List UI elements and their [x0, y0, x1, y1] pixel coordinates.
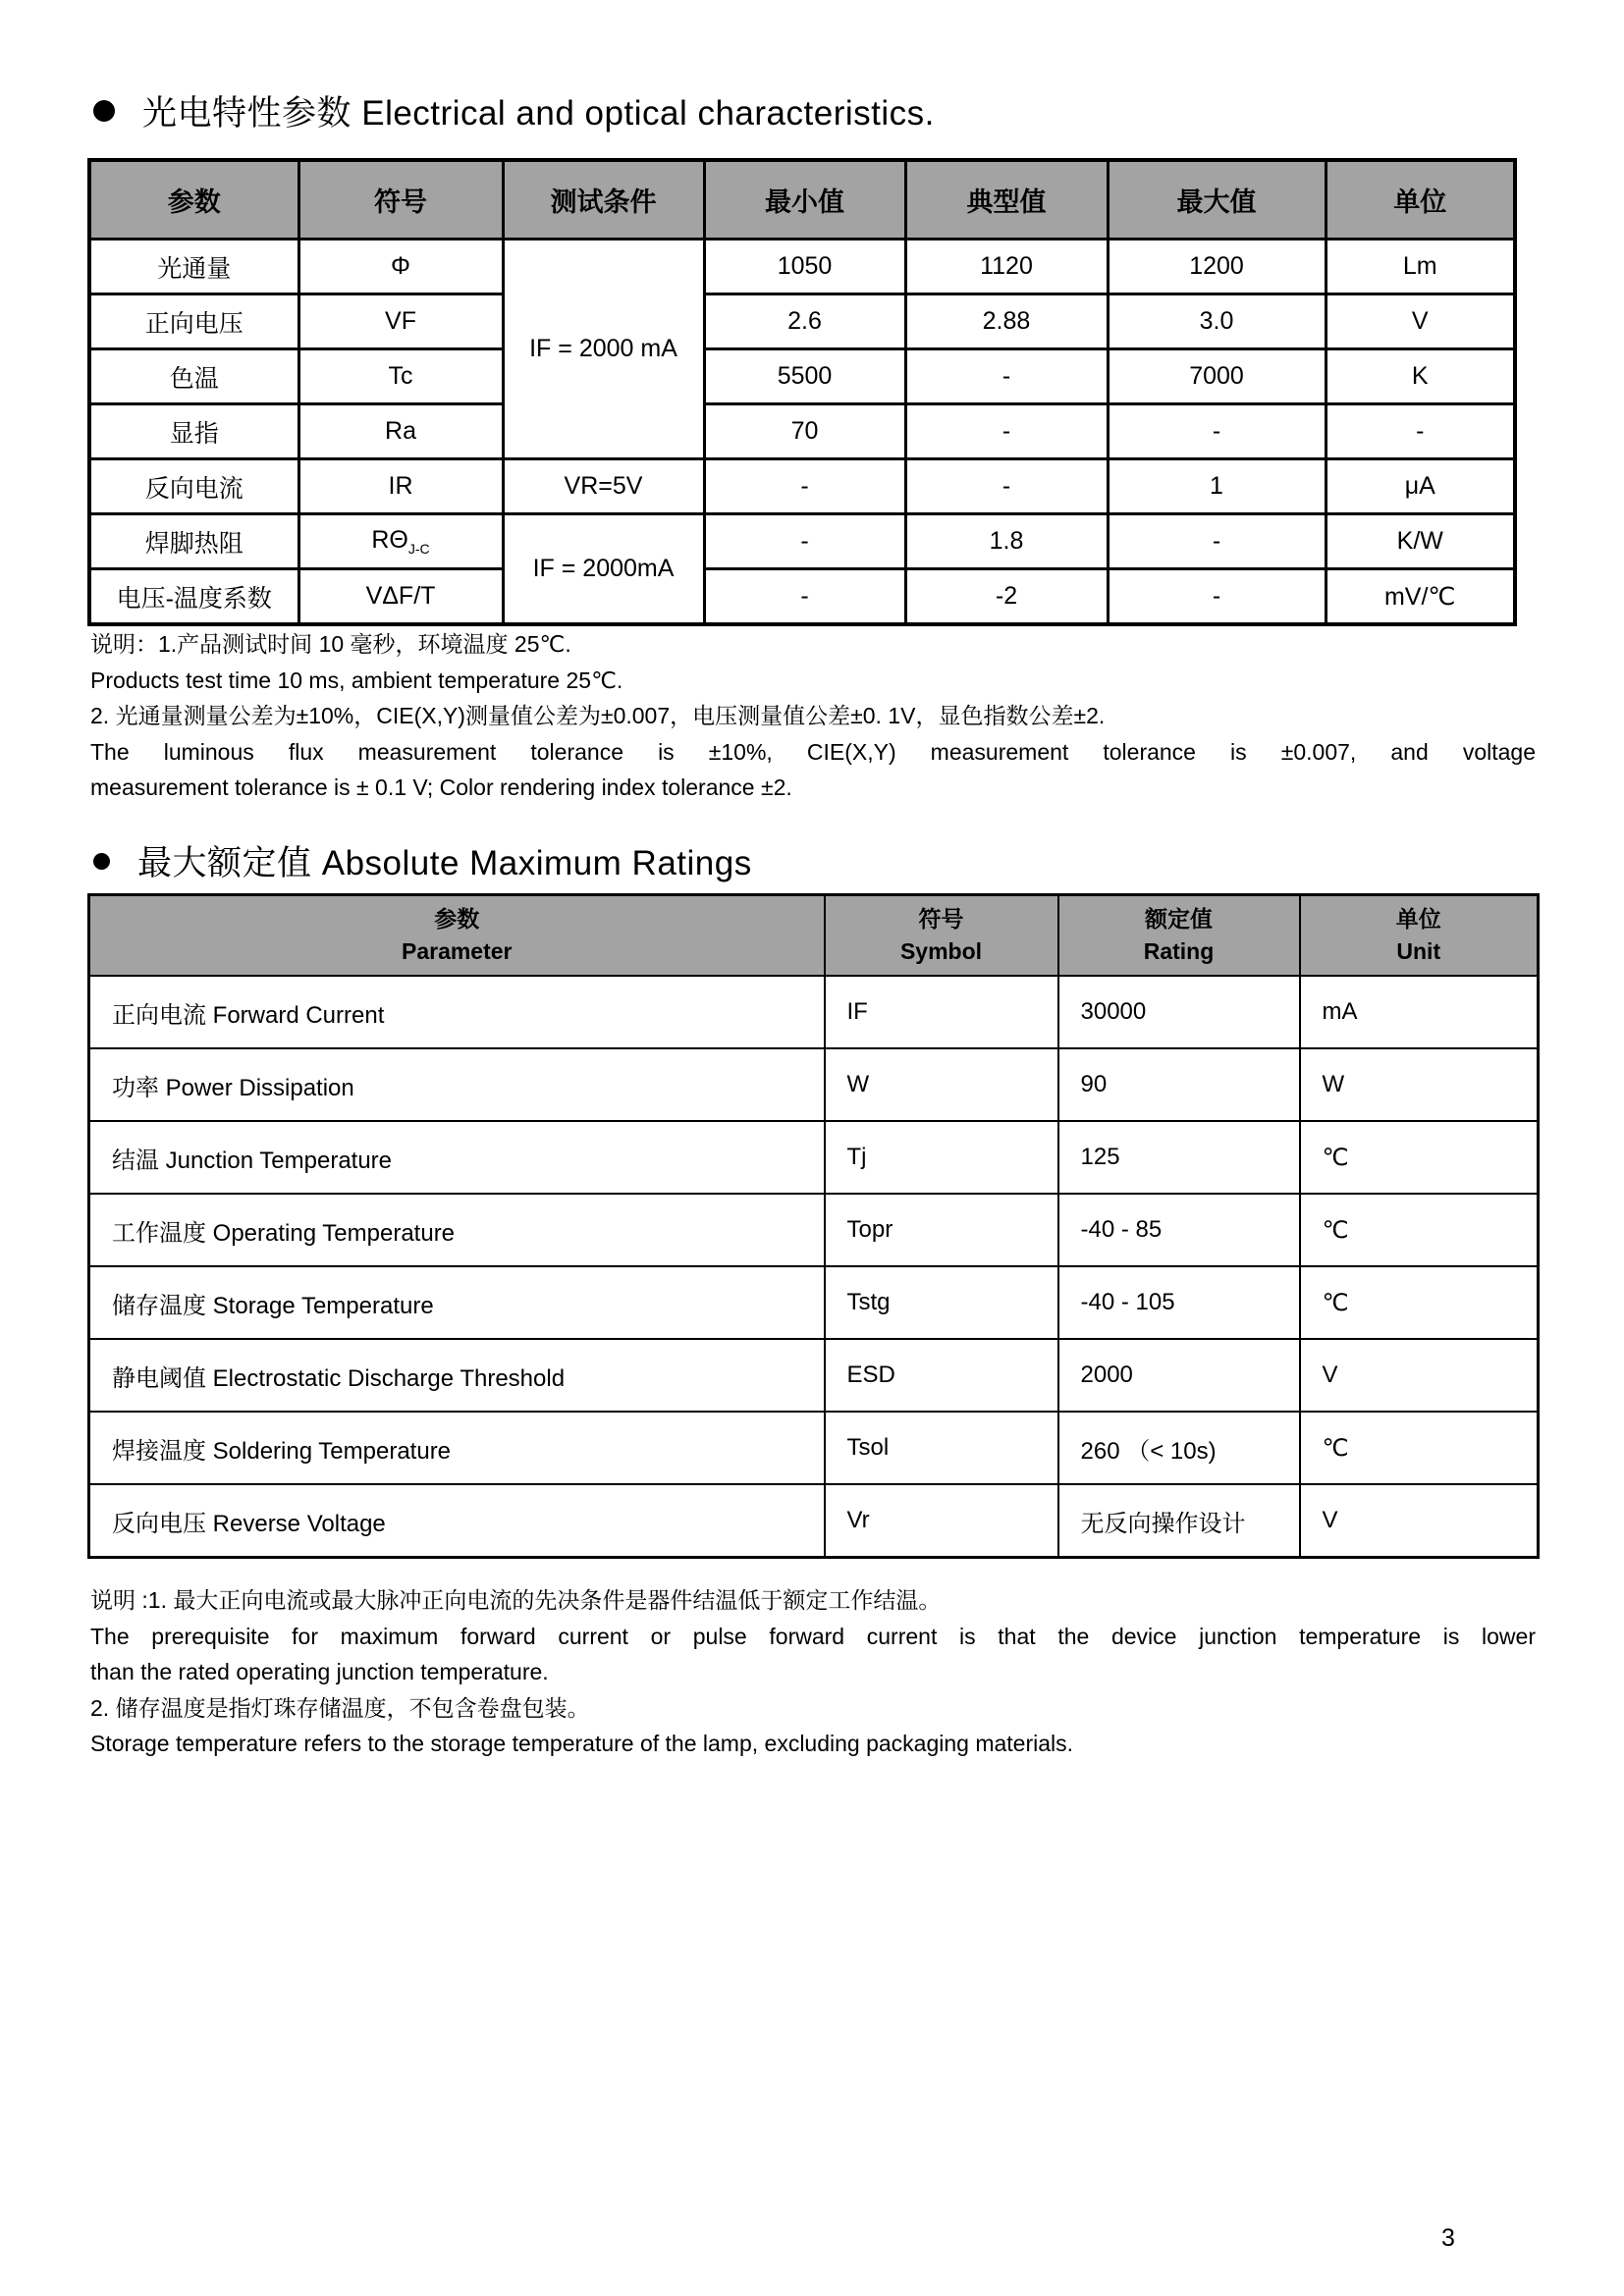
t1-unit: mV/℃: [1326, 569, 1515, 625]
absolute-maximum-ratings-table: [87, 893, 1540, 1559]
t2-param: 焊接温度 Soldering Temperature: [89, 1412, 825, 1484]
t2-unit: ℃: [1300, 1121, 1539, 1194]
t1-header-typ: 典型值: [905, 160, 1108, 240]
section2-title-text: 最大额定值 Absolute Maximum Ratings: [137, 844, 752, 882]
t1-unit: -: [1326, 404, 1515, 459]
t2-unit: ℃: [1300, 1194, 1539, 1266]
t1-header-max: 最大值: [1108, 160, 1326, 240]
t2-param: 工作温度 Operating Temperature: [89, 1194, 825, 1266]
t1-unit: K/W: [1326, 514, 1515, 569]
t1-unit: V: [1326, 294, 1515, 349]
t2-header-symbol: [825, 895, 1058, 977]
t1-min: 5500: [704, 349, 905, 404]
table-row: [89, 294, 1515, 349]
t1-typ: 2.88: [905, 294, 1108, 349]
t2-param: 储存温度 Storage Temperature: [89, 1266, 825, 1339]
t1-header-min: 最小值: [704, 160, 905, 240]
t2-header-zh: 单位: [1395, 906, 1441, 932]
t1-param: 电压-温度系数: [89, 569, 298, 625]
note-line: than the rated operating junction temperature.: [90, 1659, 549, 1684]
table-row: [89, 404, 1515, 459]
t1-max: 7000: [1108, 349, 1326, 404]
t1-param: 焊脚热阻: [89, 514, 298, 569]
t2-symbol: Topr: [825, 1194, 1058, 1266]
t1-typ: 1.8: [905, 514, 1108, 569]
t1-param: 光通量: [89, 240, 298, 294]
t2-header-en: Parameter: [401, 938, 513, 964]
t1-min: 2.6: [704, 294, 905, 349]
note-line: 2. 光通量测量公差为±10%，CIE(X,Y)测量值公差为±0.007，电压测量值公差±0. 1V，显色指数公差±2.: [90, 703, 1106, 728]
table-row: [89, 1484, 1539, 1558]
t1-max: -: [1108, 569, 1326, 625]
section2-title: [93, 836, 752, 885]
note-line: 说明：1.产品测试时间 10 毫秒，环境温度 25℃.: [90, 631, 571, 657]
t2-symbol: ESD: [825, 1339, 1058, 1412]
note-line: The luminous flux measurement tolerance is ±10%, CIE(X,Y) measurement tolerance is ±0.007, and voltage: [90, 738, 1536, 765]
t2-header-param: [89, 895, 825, 977]
electrical-optical-table: [87, 158, 1517, 626]
table-row: [89, 1121, 1539, 1194]
t2-param: 结温 Junction Temperature: [89, 1121, 825, 1194]
t2-rating: 260 （< 10s): [1058, 1412, 1300, 1484]
table-row: [89, 1048, 1539, 1121]
t1-typ: 1120: [905, 240, 1108, 294]
t2-rating: 30000: [1058, 976, 1300, 1048]
t1-min: -: [704, 514, 905, 569]
note-line: Storage temperature refers to the storage temperature of the lamp, excluding packaging materials.: [90, 1731, 1074, 1756]
page-number: 3: [1441, 2224, 1455, 2252]
t2-param: 反向电压 Reverse Voltage: [89, 1484, 825, 1558]
t1-min: -: [704, 569, 905, 625]
table-row: [89, 459, 1515, 514]
t1-max: 1200: [1108, 240, 1326, 294]
t2-header-en: Rating: [1143, 938, 1215, 964]
t2-header-zh: 参数: [434, 906, 480, 932]
t1-header-symbol: 符号: [298, 160, 503, 240]
table-row: [89, 514, 1515, 569]
table-row: [89, 1194, 1539, 1266]
table-row: [89, 1412, 1539, 1484]
t1-unit: μA: [1326, 459, 1515, 514]
t1-header-unit: 单位: [1326, 160, 1515, 240]
t2-param: 静电阈值 Electrostatic Discharge Threshold: [89, 1339, 825, 1412]
t1-typ: -: [905, 459, 1108, 514]
t2-rating: -40 - 105: [1058, 1266, 1300, 1339]
t2-symbol: Tstg: [825, 1266, 1058, 1339]
t2-symbol: Tsol: [825, 1412, 1058, 1484]
t1-condition-merged-top: IF = 2000 mA: [503, 240, 704, 459]
note-line: measurement tolerance is ± 0.1 V; Color rendering index tolerance ±2.: [90, 774, 792, 800]
note-line: 说明 :1. 最大正向电流或最大脉冲正向电流的先决条件是器件结温低于额定工作结温。: [90, 1587, 942, 1613]
table-row: [89, 349, 1515, 404]
t1-condition: VR=5V: [503, 459, 704, 514]
t1-param: 反向电流: [89, 459, 298, 514]
t1-min: -: [704, 459, 905, 514]
t2-rating: 无反向操作设计: [1058, 1484, 1300, 1558]
t1-min: 1050: [704, 240, 905, 294]
t2-rating: 125: [1058, 1121, 1300, 1194]
bullet-icon: [93, 853, 110, 870]
t2-unit: V: [1300, 1339, 1539, 1412]
t1-typ: -: [905, 349, 1108, 404]
t1-symbol: [298, 514, 503, 569]
t2-symbol: IF: [825, 976, 1058, 1048]
t2-unit: mA: [1300, 976, 1539, 1048]
t1-symbol: Φ: [298, 240, 503, 294]
t1-symbol: Tc: [298, 349, 503, 404]
t2-rating: -40 - 85: [1058, 1194, 1300, 1266]
bullet-icon: [93, 100, 115, 122]
t1-typ: -: [905, 404, 1108, 459]
section1-title: [93, 86, 935, 135]
table-row: [89, 1266, 1539, 1339]
section1-title-text: 光电特性参数 Electrical and optical characteristics.: [142, 94, 935, 133]
t2-unit: ℃: [1300, 1412, 1539, 1484]
t2-param: 正向电流 Forward Current: [89, 976, 825, 1048]
t1-typ: -2: [905, 569, 1108, 625]
t1-max: -: [1108, 404, 1326, 459]
t1-symbol-sub: J-C: [407, 541, 430, 557]
t2-header-en: Symbol: [899, 938, 983, 964]
note-line: 2. 储存温度是指灯珠存储温度，不包含卷盘包装。: [90, 1694, 590, 1721]
notes-section1: [90, 626, 1536, 806]
t2-header-row: [89, 895, 1539, 977]
t2-symbol: Vr: [825, 1484, 1058, 1558]
note-line: The prerequisite for maximum forward current or pulse forward current is that the device junction temperature is lower: [90, 1623, 1536, 1649]
t1-unit: Lm: [1326, 240, 1515, 294]
note-line: Products test time 10 ms, ambient temperature 25℃.: [90, 667, 623, 693]
t1-symbol: VF: [298, 294, 503, 349]
t1-header-param: 参数: [89, 160, 298, 240]
table-row: [89, 240, 1515, 294]
t1-max: 3.0: [1108, 294, 1326, 349]
t2-header-zh: 符号: [918, 906, 964, 932]
t1-max: -: [1108, 514, 1326, 569]
t2-header-rating: [1058, 895, 1300, 977]
table-row: [89, 1339, 1539, 1412]
t1-param: 色温: [89, 349, 298, 404]
t2-param: 功率 Power Dissipation: [89, 1048, 825, 1121]
t1-symbol: VΔF/T: [298, 569, 503, 625]
t1-param: 正向电压: [89, 294, 298, 349]
t1-symbol: Ra: [298, 404, 503, 459]
t2-rating: 90: [1058, 1048, 1300, 1121]
table-row: [89, 976, 1539, 1048]
t1-header-row: [89, 160, 1515, 240]
t1-unit: K: [1326, 349, 1515, 404]
notes-section2: [90, 1582, 1536, 1762]
t2-unit: W: [1300, 1048, 1539, 1121]
t2-symbol: Tj: [825, 1121, 1058, 1194]
t2-header-en: Unit: [1396, 938, 1441, 964]
t1-symbol-main: RΘ: [371, 526, 408, 554]
table-row: [89, 569, 1515, 625]
t1-condition-merged-bottom: IF = 2000mA: [503, 514, 704, 625]
t2-symbol: W: [825, 1048, 1058, 1121]
t2-unit: ℃: [1300, 1266, 1539, 1339]
t1-header-condition: 测试条件: [503, 160, 704, 240]
t2-rating: 2000: [1058, 1339, 1300, 1412]
t1-max: 1: [1108, 459, 1326, 514]
t2-unit: V: [1300, 1484, 1539, 1558]
t1-symbol: IR: [298, 459, 503, 514]
t1-min: 70: [704, 404, 905, 459]
t2-header-zh: 额定值: [1145, 906, 1213, 932]
t1-param: 显指: [89, 404, 298, 459]
t2-header-unit: [1300, 895, 1539, 977]
